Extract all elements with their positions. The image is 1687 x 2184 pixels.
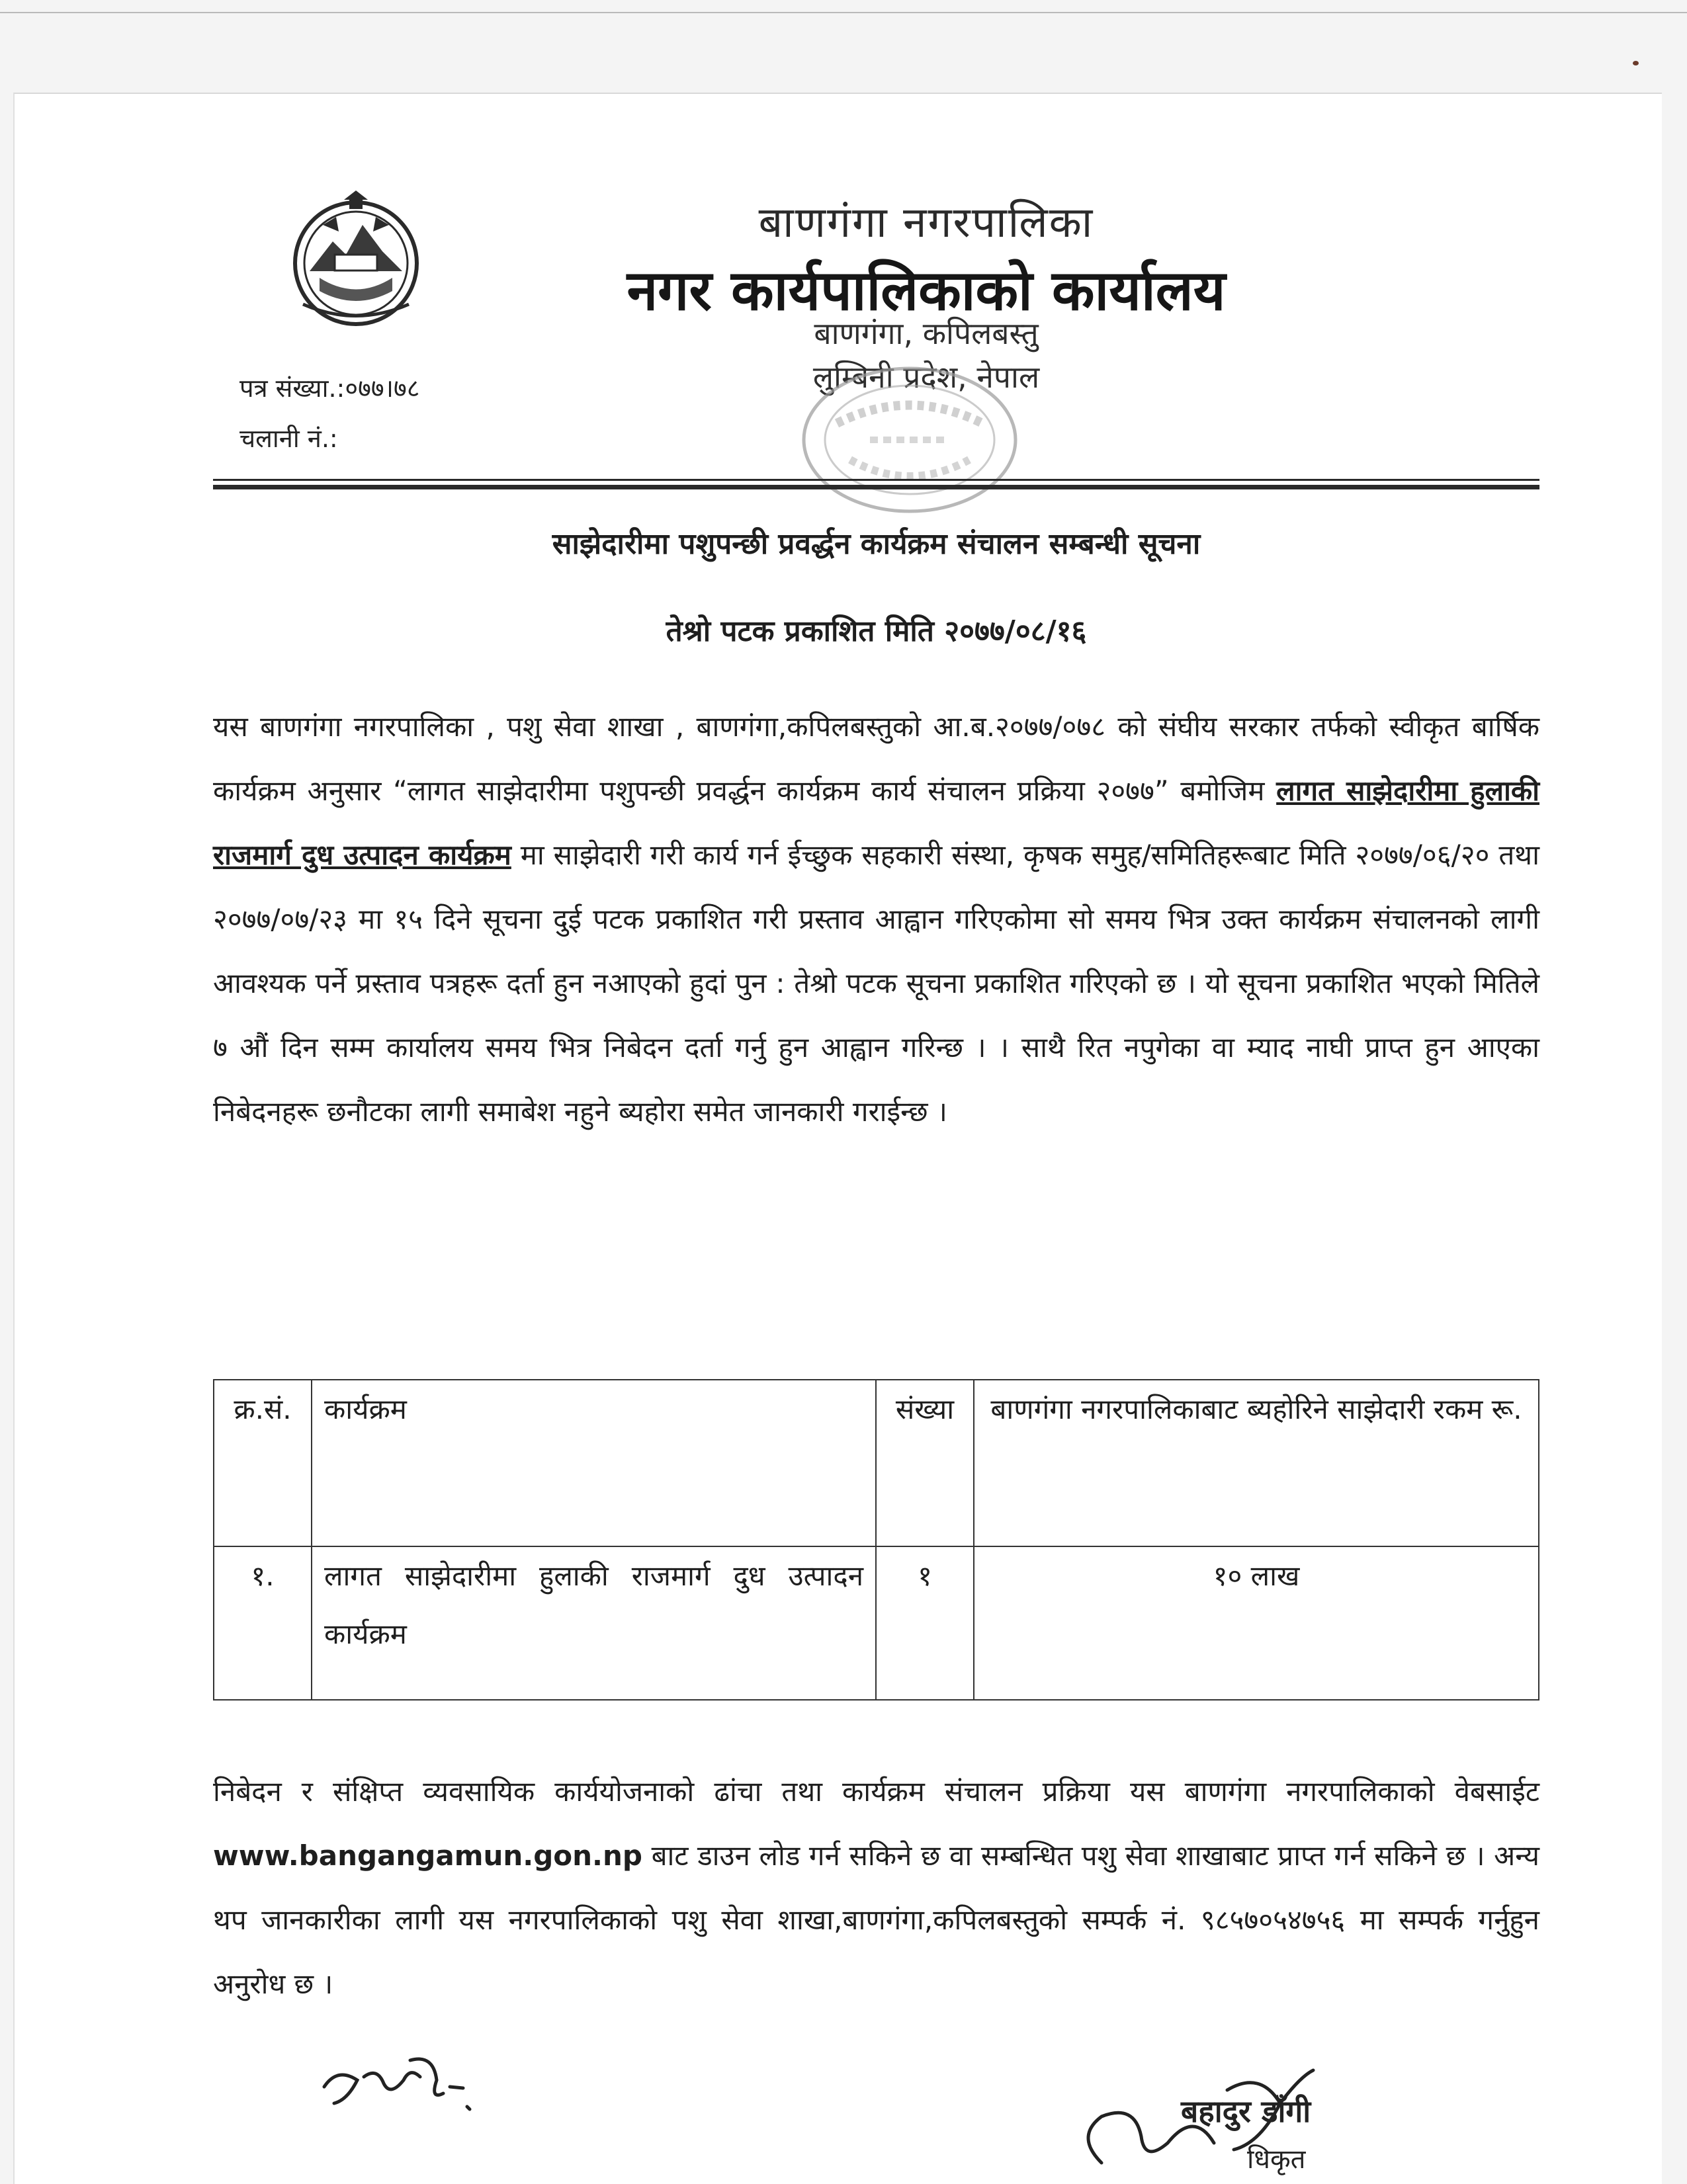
program-highlight: लागत साझेदारीमा हुलाकी राजमार्ग दुध उत्पादन कार्यक्रम [213,775,1540,871]
cell-amount: १० लाख [974,1546,1539,1700]
letter-number: पत्र संख्या.:०७७।७८ [239,374,420,403]
header-count: संख्या [876,1380,974,1546]
paragraph-1-continued: मा साझेदारी गरी कार्य गर्न ईच्छुक सहकारी संस्था, कृषक समुह/समितिहरूबाट मिति २०७७/०६/२० तथा २०७७/०७/२३ मा १५ दिने सूचना दुई पटक प्रकाशित गरी प्रस्ताव आह्वान गरिएकोमा सो समय भित्र उक्त कार्यक्रम संचालनको लागी आवश्यक पर्ने प्रस्ताव पत्रहरू दर्ता हुन नआएको हुदां पुन : तेश्रो पटक सूचना प्रकाशित गरिएको छ । यो सूचना प्रकाशित भएको मितिले ७ औं दिन सम्म कार्यालय समय भित्र निबेदन दर्ता गर्नु हुन आह्वान गरिन्छ । । साथै रित नपुगेका वा म्याद नाघी प्राप्त हुन आएका निबेदनहरू छनौटका लागी समाबेश नहुने ब्यहोरा समेत जानकारी गराईन्छ । [213,839,1539,1128]
header-program: कार्यक्रम [312,1380,876,1546]
office-name: नगर कार्यपालिकाको कार्यालय [627,258,1226,323]
paragraph-2-text: निबेदन र संक्षिप्त व्यवसायिक कार्ययोजनाको ढांचा तथा कार्यक्रम संचालन प्रक्रिया यस बाणगंगा नगरपालिकाको वेबसाईट [213,1775,1539,1808]
notice-subject: साझेदारीमा पशुपन्छी प्रवर्द्धन कार्यक्रम संचालन सम्बन्धी सूचना [552,527,1201,561]
paragraph-2-continued: बाट डाउन लोड गर्न सकिने छ वा सम्बन्धित पशु सेवा शाखाबाट प्राप्त गर्न सकिने छ । अन्य थप जानकारीका लागी यस नगरपालिकाको पशु सेवा शाखा,बाणगंगा,कपिलबस्तुको सम्पर्क नं. ९८५७०५४७५६ मा सम्पर्क गर्नुहुन अनुरोध छ । [213,1839,1539,2000]
scan-speck [1633,61,1639,65]
header-amount: बाणगंगा नगरपालिकाबाट ब्यहोरिने साझेदारी रकम रू. [974,1380,1539,1546]
notice-paragraph-1 [213,694,1539,1144]
nepal-emblem-icon [283,185,429,331]
officer-title: धिकृत [1247,2144,1306,2175]
municipality-name: बाणगंगा नगरपालिका [758,198,1094,247]
cell-count: १ [876,1546,974,1700]
initials-signature-icon [311,2040,509,2120]
notice-paragraph-2 [213,1759,1539,2016]
table-row [214,1546,1539,1700]
cell-program: लागत साझेदारीमा हुलाकी राजमार्ग दुध उत्पादन कार्यक्रम [312,1546,876,1700]
header-divider-thick [213,485,1539,489]
program-table [213,1379,1539,1701]
address-line2: लुम्बिनी प्रदेश, नेपाल [812,359,1040,395]
website-link[interactable]: www.bangangamun.gon.np [213,1839,642,1872]
officer-name: बहादुर डाँगी [1181,2093,1311,2129]
dispatch-number: चलानी नं.: [239,424,338,453]
paragraph-1-text: यस बाणगंगा नगरपालिका , पशु सेवा शाखा , बाणगंगा,कपिलबस्तुको आ.ब.२०७७/०७८ को संघीय सरकार तर्फको स्वीकृत बार्षिक कार्यक्रम अनुसार “लागत साझेदारीमा पशुपन्छी प्रवर्द्धन कार्यक्रम कार्य संचालन प्रक्रिया २०७७” बमोजिम [213,710,1539,807]
publication-date: तेश्रो पटक प्रकाशित मिति २०७७/०८/१६ [666,614,1087,648]
scan-edge [0,12,1687,13]
cell-sn: १. [214,1546,312,1700]
table-header-row [214,1380,1539,1546]
header-sn: क्र.सं. [214,1380,312,1546]
office-stamp-icon [797,360,1022,519]
header-divider [213,479,1539,481]
address-line1: बाणगंगा, कपिलबस्तु [814,315,1039,351]
